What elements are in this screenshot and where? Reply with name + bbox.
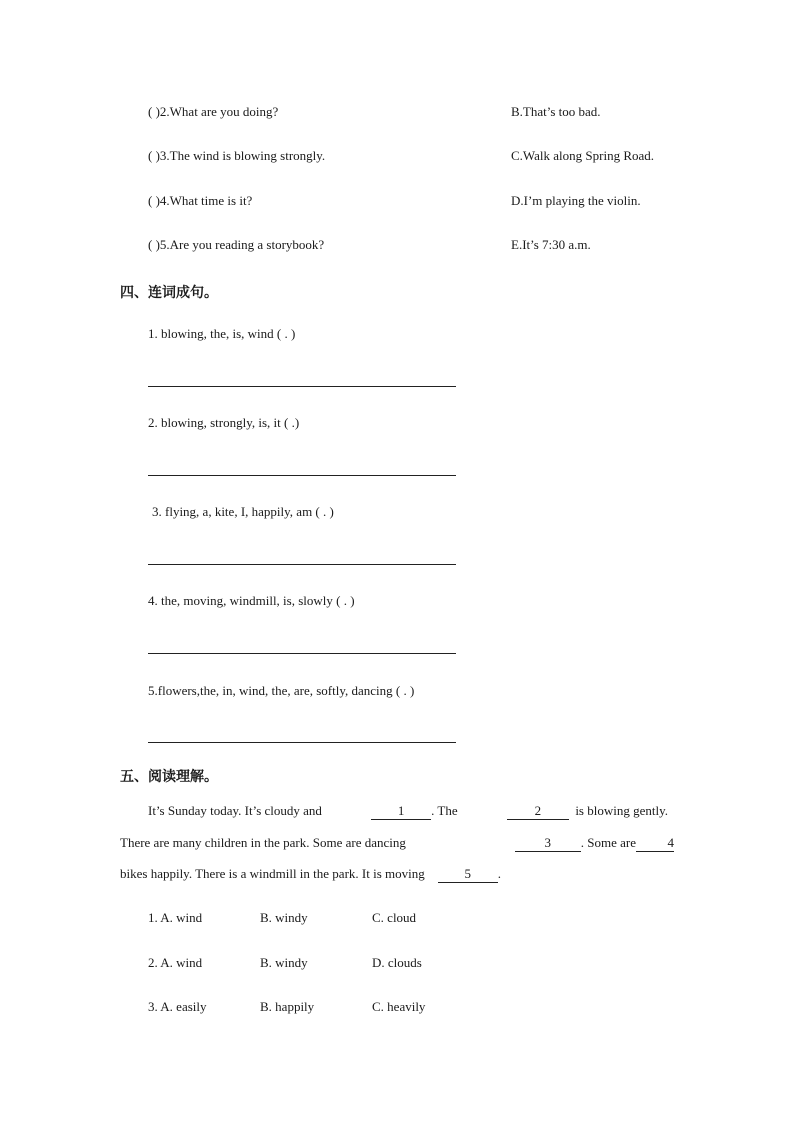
blank-4[interactable]: 4	[636, 835, 674, 852]
passage-line-1	[148, 803, 668, 820]
matching-answer: D.I’m playing the violin.	[511, 193, 641, 208]
matching-answer: B.That’s too bad.	[511, 104, 601, 119]
matching-answer: E.It’s 7:30 a.m.	[511, 237, 591, 252]
answer-line[interactable]	[148, 564, 456, 565]
answer-line[interactable]	[148, 653, 456, 654]
option-c[interactable]: D. clouds	[372, 955, 422, 970]
option-c[interactable]: C. heavily	[372, 999, 426, 1014]
word-order-item: 1. blowing, the, is, wind ( . )	[148, 326, 296, 341]
blank-5[interactable]: 5	[438, 866, 498, 883]
word-order-item: 5.flowers,the, in, wind, the, are, softly, dancing ( . )	[148, 683, 415, 698]
word-order-item: 3. flying, a, kite, I, happily, am ( . )	[152, 504, 334, 519]
word-order-item: 4. the, moving, windmill, is, slowly ( . )	[148, 593, 355, 608]
section-title: 五、阅读理解。	[120, 769, 218, 785]
answer-line[interactable]	[148, 742, 456, 743]
option-b[interactable]: B. happily	[260, 999, 315, 1014]
blank-1[interactable]: 1	[371, 803, 431, 820]
option-a[interactable]: 1. A. wind	[148, 910, 203, 925]
passage-text: . The	[431, 803, 458, 818]
passage-text: bikes happily. There is a windmill in the park. It is moving	[120, 866, 425, 881]
passage-line-3	[120, 866, 501, 883]
option-a[interactable]: 2. A. wind	[148, 955, 203, 970]
passage-text: It’s Sunday today. It’s cloudy and	[148, 803, 322, 818]
section-title: 四、连词成句。	[120, 285, 218, 301]
option-c[interactable]: C. cloud	[372, 910, 417, 925]
answer-line[interactable]	[148, 386, 456, 387]
blank-2[interactable]: 2	[507, 803, 569, 820]
matching-question: ( )4.What time is it?	[148, 193, 253, 208]
passage-text: . Some are	[580, 835, 636, 850]
passage-text: There are many children in the park. Some are dancing	[120, 835, 406, 850]
passage-line-2	[120, 835, 674, 852]
answer-line[interactable]	[148, 475, 456, 476]
word-order-item: 2. blowing, strongly, is, it ( .)	[148, 415, 300, 430]
matching-question: ( )3.The wind is blowing strongly.	[148, 148, 326, 163]
passage-text: is blowing gently.	[575, 803, 668, 818]
matching-answer: C.Walk along Spring Road.	[511, 148, 655, 163]
blank-3[interactable]: 3	[515, 835, 581, 852]
option-a[interactable]: 3. A. easily	[148, 999, 207, 1014]
option-b[interactable]: B. windy	[260, 955, 308, 970]
option-b[interactable]: B. windy	[260, 910, 308, 925]
matching-question: ( )5.Are you reading a storybook?	[148, 237, 325, 252]
matching-question: ( )2.What are you doing?	[148, 104, 279, 119]
passage-text: .	[497, 866, 501, 881]
